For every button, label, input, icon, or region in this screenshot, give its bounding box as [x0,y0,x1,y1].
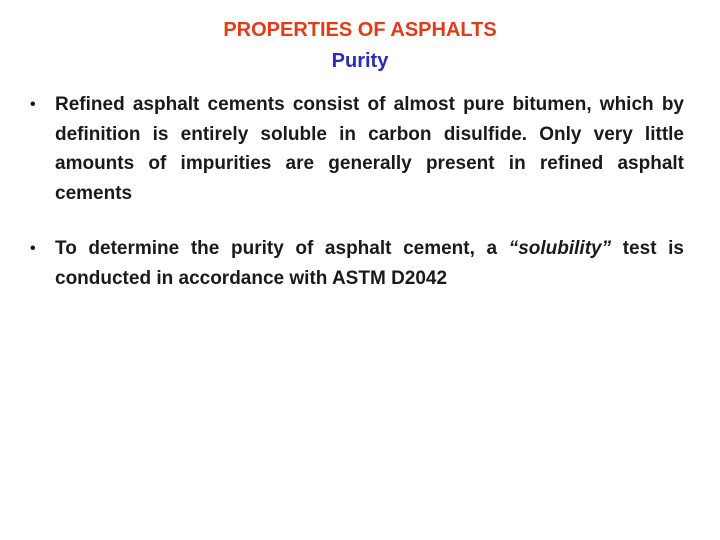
slide-subtitle-text: Purity [331,50,389,72]
bullet-dot-icon: • [30,240,36,257]
bullet-text-prefix: To determine the purity of asphalt cement, a [55,238,509,259]
bullet-text-emphasis: “solubility” [508,238,612,259]
bullet-item-refined-asphalt [30,90,684,208]
slide-subtitle [0,49,720,73]
bullet-item-solubility-test [30,234,684,293]
slide-title-text: PROPERTIES OF ASPHALTS [223,19,497,41]
bullet-dot-icon: • [30,96,36,113]
slide-title [0,18,720,42]
bullet-text-suffix: test is conducted in accordance with ASTM D2042 [55,238,684,289]
bullet-text: Refined asphalt cements consist of almost pure bitumen, which by definition is entirely soluble in carbon disulfide. Only very little amounts of impurities are generally present in refined asphalt cements [55,94,684,204]
bullet-list [30,90,684,319]
